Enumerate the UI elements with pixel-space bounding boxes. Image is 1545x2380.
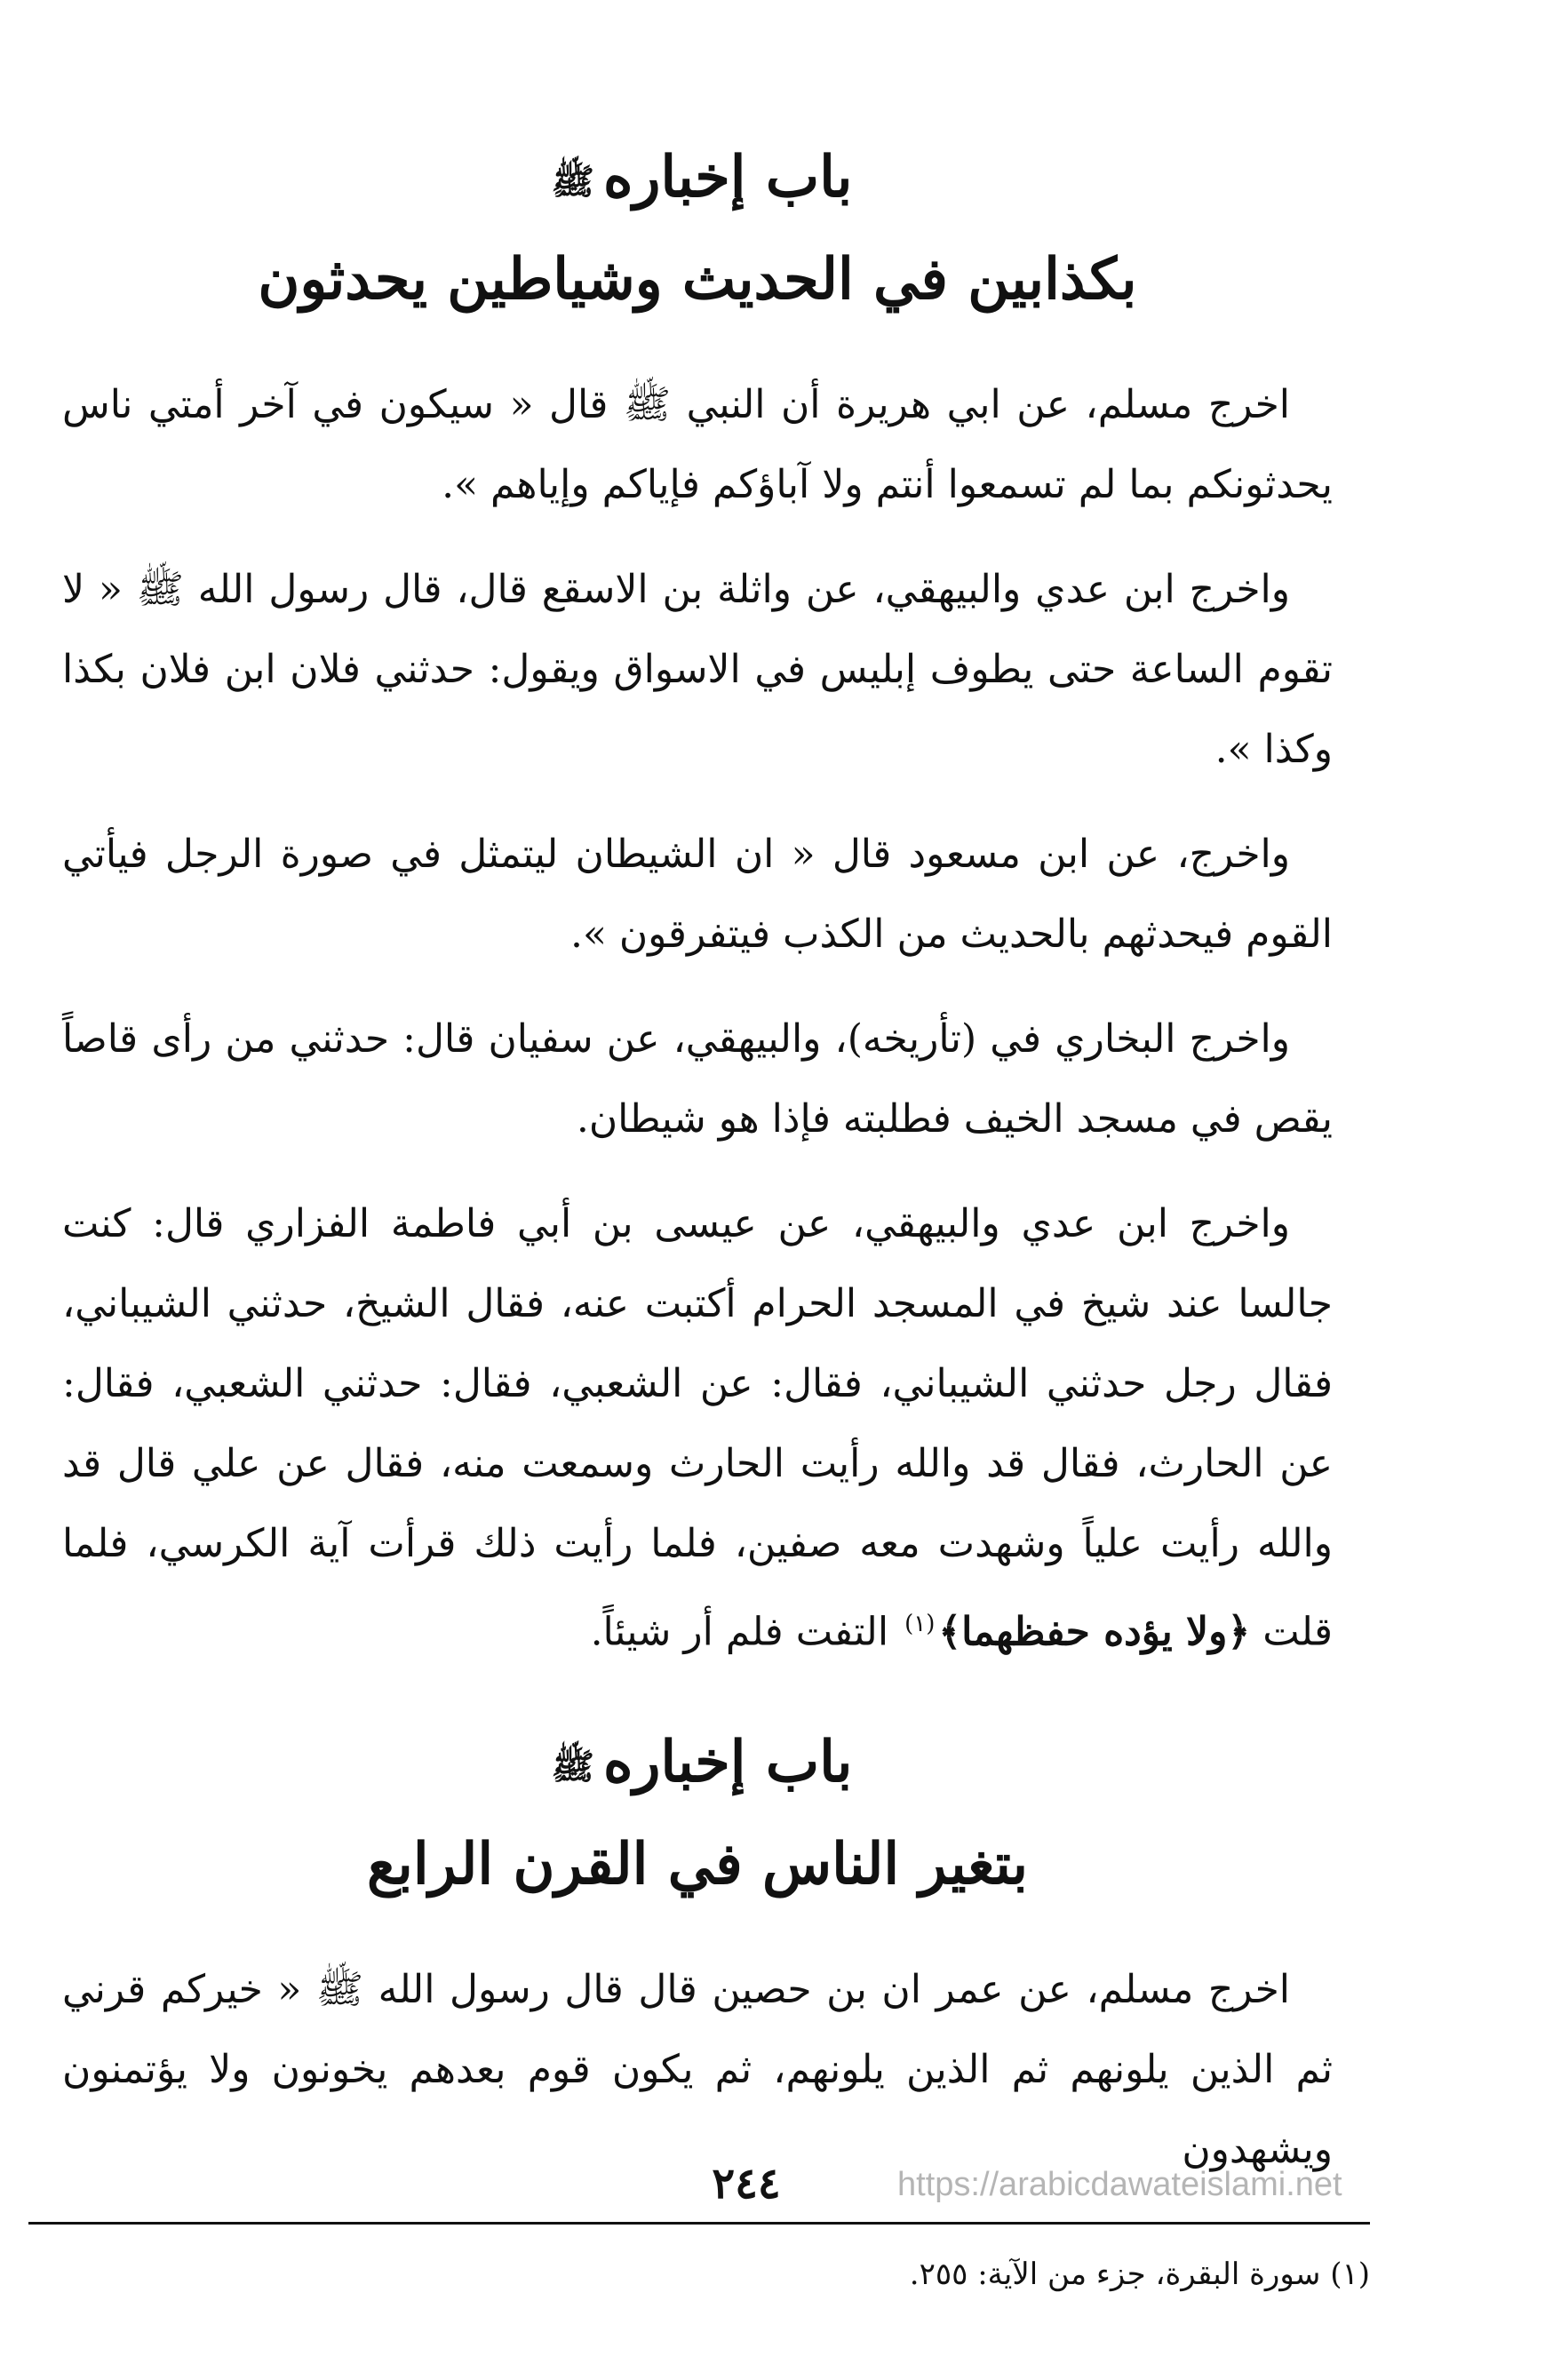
page-body [62,133,1370,2301]
footnote-reference: (١) [904,1610,936,1637]
chapter-title-line-2: بكذابين في الحديث وشياطين يحدثون [258,245,1137,313]
chapter-heading [62,133,1333,324]
salawat-symbol: ﷺ [551,160,594,203]
paragraph-text: واخرج ابن عدي والبيهقي، عن عيسى بن أبي فاطمة الفزاري قال: كنت جالسا عند شيخ في المسجد الحرام أكتبت عنه، فقال الشيخ، حدثني الشيباني، فقال رجل حدثني الشيباني، فقال: عن الشعبي، فقال: حدثني الشعبي، فقال: عن الحارث، فقال قد والله رأيت الحارث وسمعت منه، فقال عن علي قال قد والله رأيت علياً وشهدت معه صفين، فلما رأيت ذلك قرأت آية الكرسي، فلما قلت [62,1200,1333,1655]
chapter-heading [62,1718,1333,1909]
salawat-symbol: ﷺ [551,1745,594,1787]
page-number: ٢٤٤ [712,2159,781,2209]
hadith-paragraph: اخرج مسلم، عن عمر ان بن حصين قال قال رسول الله ﷺ « خيركم قرني ثم الذين يلونهم ثم الذين يلونهم، ثم يكون قوم بعدهم يخونون ولا يؤتمنون ويشهدون [62,1966,1333,2172]
hadith-paragraph: واخرج، عن ابن مسعود قال « ان الشيطان ليتمثل في صورة الرجل فيأتي القوم فيحدثهم بالحديث من الكذب فيتفرقون ». [62,831,1333,957]
chapter-title-line-1 [62,1718,1333,1811]
hadith-paragraph: واخرج ابن عدي والبيهقي، عن واثلة بن الاسقع قال، قال رسول الله ﷺ « لا تقوم الساعة حتى يطوف إبليس في الاسواق ويقول: حدثني فلان ابن فلان بكذا وكذا ». [62,566,1333,772]
hadith-paragraph: اخرج مسلم، عن ابي هريرة أن النبي ﷺ قال « سيكون في آخر أمتي ناس يحدثونكم بما لم تسمعوا أنتم ولا آباؤكم فإياكم وإياهم ». [62,381,1333,507]
chapter-title-text: باب إخباره [602,1729,853,1796]
quran-quote: ﴿ولا يؤده حفظهما﴾ [938,1609,1251,1655]
hadith-paragraph-ayah [62,1184,1333,1673]
footnote: (١) سورة البقرة، جزء من الآية: ٢٥٥. [909,2256,1370,2292]
chapter-title-text: باب إخباره [602,144,853,211]
hadith-paragraph: واخرج البخاري في (تأريخه)، والبيهقي، عن سفيان قال: حدثني من رأى قاصاً يقص في مسجد الخيف فطلبته فإذا هو شيطان. [62,1015,1333,1142]
chapter-title-line-2: بتغير الناس في القرن الرابع [366,1830,1029,1898]
watermark-url: https://arabicdawateislami.net [897,2166,1342,2203]
footnote-divider [28,2222,1370,2225]
chapter-title-line-1 [62,133,1333,227]
paragraph-text: التفت فلم أر شيئاً. [590,1609,889,1655]
